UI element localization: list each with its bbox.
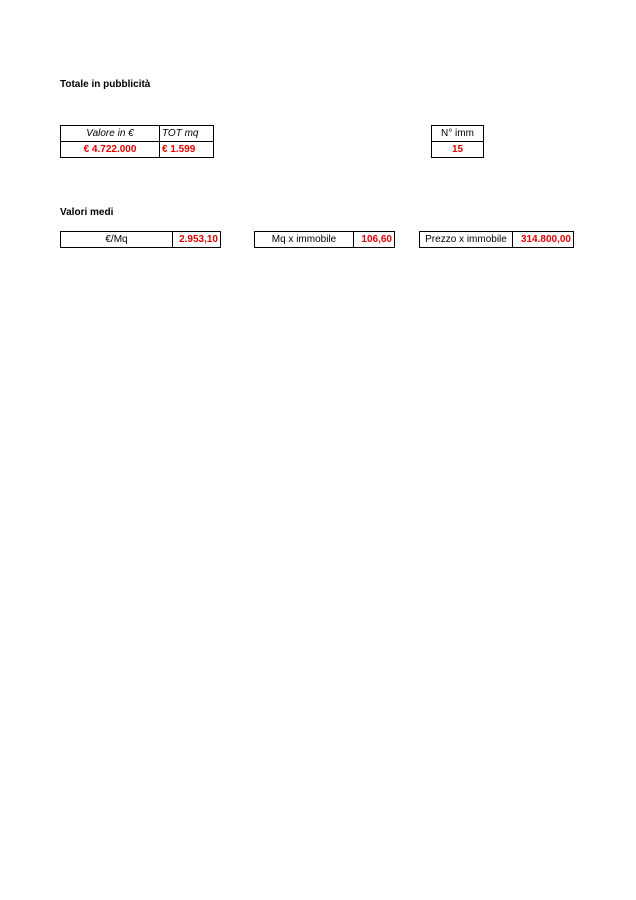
avg-mq-per-property-table xyxy=(254,231,395,248)
eur-mq-value-cell: 2.953,10 xyxy=(173,232,221,248)
total-mq-cell: € 1.599 xyxy=(160,142,214,158)
section-title-total: Totale in pubblicità xyxy=(60,79,151,90)
price-per-unit-label-cell: Prezzo x immobile xyxy=(420,232,513,248)
table-row xyxy=(432,126,484,142)
section-title-averages: Valori medi xyxy=(60,207,114,218)
price-per-unit-value-cell: 314.800,00 xyxy=(513,232,574,248)
mq-header-cell: TOT mq xyxy=(160,126,214,142)
table-row xyxy=(61,126,214,142)
total-value-cell: € 4.722.000 xyxy=(61,142,160,158)
avg-price-per-property-table xyxy=(419,231,574,248)
value-header-cell: Valore in € xyxy=(61,126,160,142)
table-row xyxy=(420,232,574,248)
count-header-cell: N° imm xyxy=(432,126,484,142)
count-value-cell: 15 xyxy=(432,142,484,158)
table-row xyxy=(255,232,395,248)
table-row xyxy=(432,142,484,158)
avg-eur-per-mq-table xyxy=(60,231,221,248)
mq-per-unit-value-cell: 106,60 xyxy=(354,232,395,248)
property-count-table xyxy=(431,125,484,158)
table-row xyxy=(61,232,221,248)
mq-per-unit-label-cell: Mq x immobile xyxy=(255,232,354,248)
eur-mq-label-cell: €/Mq xyxy=(61,232,173,248)
totals-table xyxy=(60,125,214,158)
table-row xyxy=(61,142,214,158)
